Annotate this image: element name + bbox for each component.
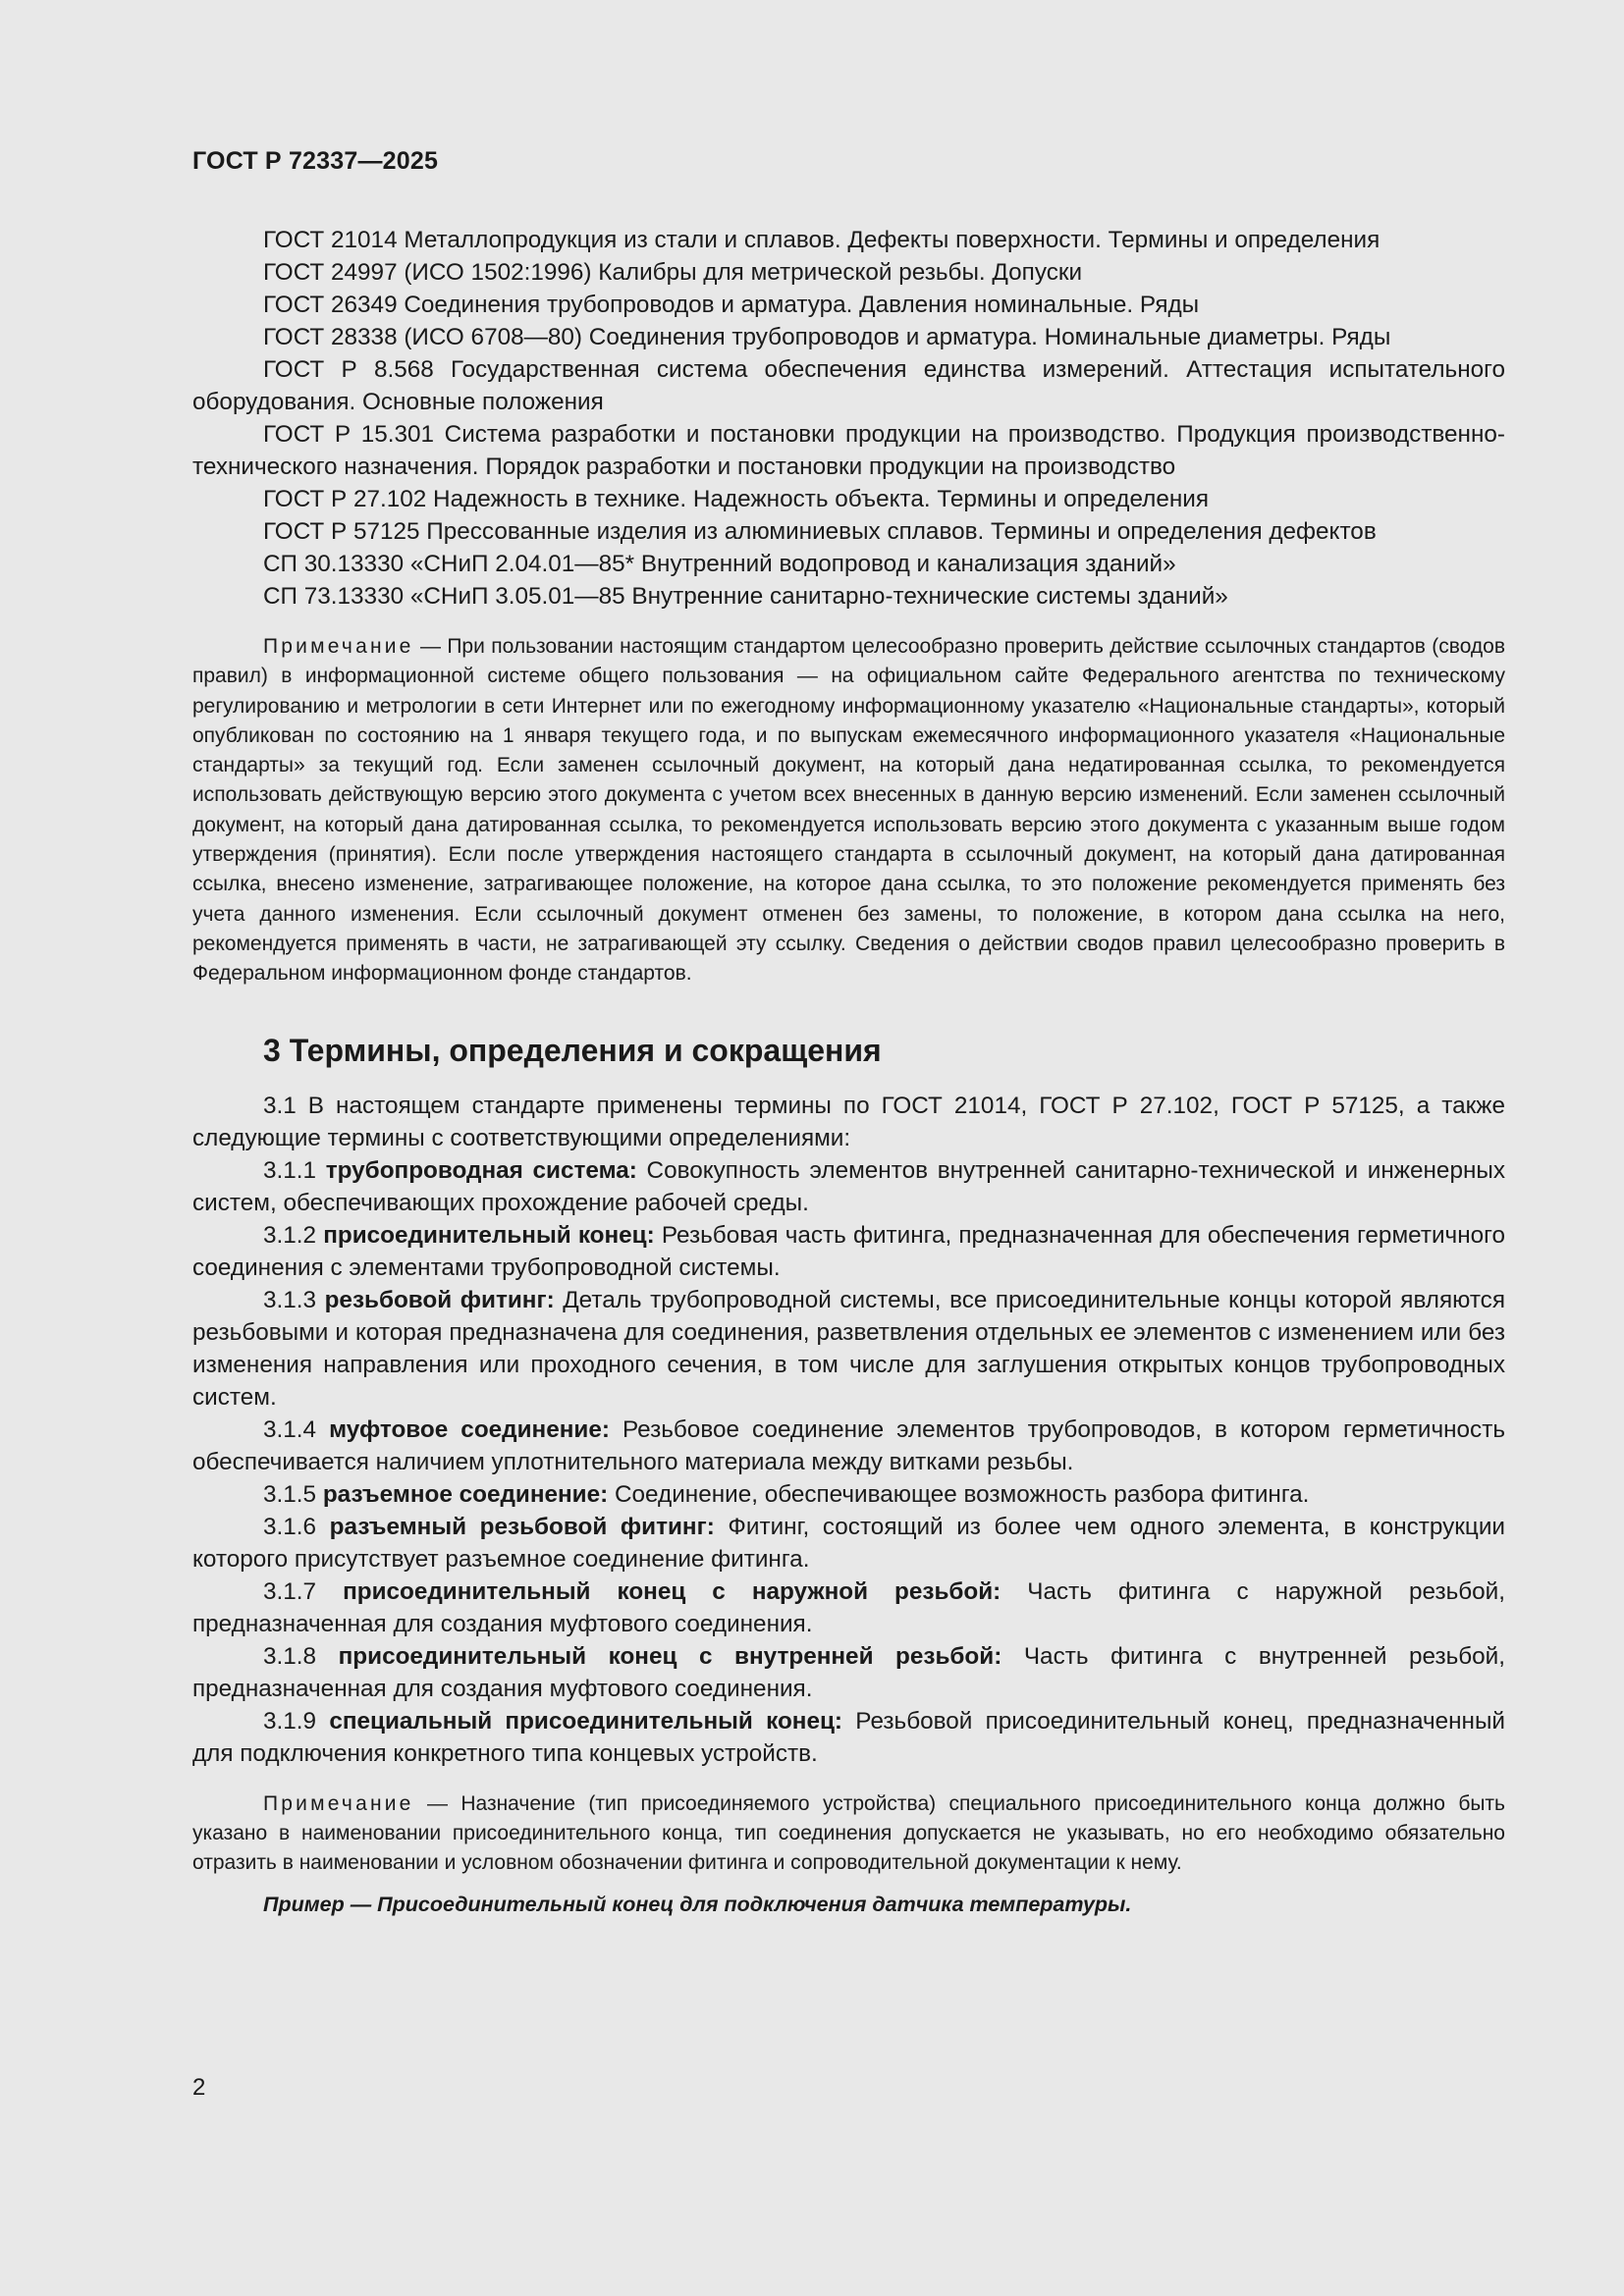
term-entry bbox=[192, 1575, 1505, 1640]
term-name: присоединительный конец с внутренней резьбой: bbox=[338, 1642, 1002, 1670]
term-definition: Резьбовое соединение элементов трубопроводов, в котором герметичность обеспечивается наличием уплотнительного материала между витками резьбы. bbox=[192, 1415, 1505, 1475]
term-number: 3.1.4 bbox=[263, 1415, 317, 1443]
note-text: — Назначение (тип присоединяемого устройства) специального присоединительного конца должно быть указано в наименовании присоединительного конца, тип соединения допускается не указывать, но его необходимо обязательно отразить в наименовании и условном обозначении фитинга и сопроводительной документации к нему. bbox=[192, 1791, 1505, 1875]
term-entry bbox=[192, 1705, 1505, 1770]
terms-list bbox=[192, 1090, 1505, 1770]
term-name: трубопроводная система: bbox=[325, 1156, 637, 1184]
reference-item: ГОСТ Р 57125 Прессованные изделия из алюминиевых сплавов. Термины и определения дефектов bbox=[263, 518, 1377, 545]
term-name: специальный присоединительный конец: bbox=[329, 1707, 843, 1735]
terms-intro: 3.1 В настоящем стандарте применены термины по ГОСТ 21014, ГОСТ Р 27.102, ГОСТ Р 57125, а также следующие термины с соответствующими определениями: bbox=[192, 1092, 1505, 1151]
note-label: Примечание bbox=[263, 1791, 414, 1815]
term-name: разъемное соединение: bbox=[322, 1480, 609, 1508]
section-heading: 3 Термины, определения и сокращения bbox=[263, 1032, 882, 1068]
term-number: 3.1.3 bbox=[263, 1286, 317, 1313]
term-number: 3.1.6 bbox=[263, 1513, 317, 1540]
reference-item: ГОСТ 21014 Металлопродукция из стали и сплавов. Дефекты поверхности. Термины и определения bbox=[263, 227, 1380, 253]
term-entry bbox=[192, 1511, 1505, 1575]
reference-item: ГОСТ Р 8.568 Государственная система обеспечения единства измерений. Аттестация испытательного оборудования. Основные положения bbox=[192, 356, 1505, 415]
document-header: ГОСТ Р 72337—2025 bbox=[192, 147, 439, 175]
term-definition: Фитинг, состоящий из более чем одного элемента, в конструкции которого присутствует разъемное соединение фитинга. bbox=[192, 1513, 1505, 1573]
term-name: разъемный резьбовой фитинг: bbox=[329, 1513, 715, 1540]
term-number: 3.1.1 bbox=[263, 1156, 317, 1184]
note-text: — При пользовании настоящим стандартом целесообразно проверить действие ссылочных стандартов (сводов правил) в информационной системе общего пользования — на официальном сайте Федерального агентства по техническому регулированию и метрологии в сети Интернет или по ежегодному информационному указателю «Национальные стандарты», который опубликован по состоянию на 1 января текущего года, и по выпускам ежемесячного информационного указателя «Национальные стандарты» за текущий год. Если заменен ссылочный документ, на который дана недатированная ссылка, то рекомендуется использовать действующую версию этого документа с учетом всех внесенных в данную версию изменений. Если заменен ссылочный документ, на который дана датированная ссылка, то рекомендуется использовать версию этого документа с указанным выше годом утверждения (принятия). Если после утверждения настоящего стандарта в ссылочный документ, на который дана датированная ссылка, внесено изменение, затрагивающее положение, на которое дана ссылка, то это положение рекомендуется применять без учета данного изменения. Если ссылочный документ отменен без замены, то положение, в котором дана ссылка на него, рекомендуется применять в части, не затрагивающей эту ссылку. Сведения о действии сводов правил целесообразно проверить в Федеральном информационном фонде стандартов. bbox=[192, 635, 1505, 986]
term-definition: Резьбовой присоединительный конец, предназначенный для подключения конкретного типа концевых устройств. bbox=[192, 1707, 1505, 1767]
reference-item: ГОСТ 26349 Соединения трубопроводов и арматура. Давления номинальные. Ряды bbox=[263, 292, 1200, 318]
term-entry bbox=[192, 1154, 1505, 1219]
page-number: 2 bbox=[192, 2074, 206, 2101]
page-content bbox=[192, 224, 1505, 1919]
example-text: Пример — Присоединительный конец для подключения датчика температуры. bbox=[263, 1893, 1132, 1917]
term-name: присоединительный конец: bbox=[323, 1221, 655, 1249]
term-number: 3.1.2 bbox=[263, 1221, 317, 1249]
term-entry bbox=[192, 1284, 1505, 1414]
terms-note bbox=[192, 1789, 1505, 1879]
reference-item: СП 30.13330 «СНиП 2.04.01—85* Внутренний водопровод и канализация зданий» bbox=[263, 551, 1176, 577]
reference-item: ГОСТ Р 27.102 Надежность в технике. Надежность объекта. Термины и определения bbox=[263, 486, 1209, 512]
reference-item: ГОСТ 28338 (ИСО 6708—80) Соединения трубопроводов и арматура. Номинальные диаметры. Ряды bbox=[263, 324, 1391, 350]
normative-references-list bbox=[192, 224, 1505, 613]
term-entry bbox=[192, 1219, 1505, 1284]
term-definition: Часть фитинга с наружной резьбой, предназначенная для создания муфтового соединения. bbox=[192, 1577, 1505, 1637]
references-note bbox=[192, 632, 1505, 989]
term-number: 3.1.8 bbox=[263, 1642, 317, 1670]
term-name: присоединительный конец с наружной резьбой: bbox=[343, 1577, 1001, 1605]
term-name: резьбовой фитинг: bbox=[324, 1286, 555, 1313]
term-number: 3.1.5 bbox=[263, 1480, 317, 1508]
reference-item: ГОСТ 24997 (ИСО 1502:1996) Калибры для метрической резьбы. Допуски bbox=[263, 259, 1083, 286]
term-definition: Соединение, обеспечивающее возможность разбора фитинга. bbox=[608, 1480, 1310, 1508]
reference-item: СП 73.13330 «СНиП 3.05.01—85 Внутренние санитарно-технические системы зданий» bbox=[263, 583, 1228, 610]
term-definition: Часть фитинга с внутренней резьбой, предназначенная для создания муфтового соединения. bbox=[192, 1642, 1505, 1702]
term-entry bbox=[192, 1414, 1505, 1478]
term-entry bbox=[192, 1478, 1505, 1511]
term-number: 3.1.7 bbox=[263, 1577, 317, 1605]
reference-item: ГОСТ Р 15.301 Система разработки и постановки продукции на производство. Продукция производственно-технического назначения. Порядок разработки и постановки продукции на производство bbox=[192, 421, 1505, 480]
term-number: 3.1.9 bbox=[263, 1707, 317, 1735]
note-label: Примечание bbox=[263, 635, 414, 658]
term-definition: Деталь трубопроводной системы, все присоединительные концы которой являются резьбовыми и которая предназначена для соединения, разветвления отдельных ее элементов с изменением или без изменения направления или проходного сечения, в том числе для заглушения открытых концов трубопроводных систем. bbox=[192, 1286, 1505, 1411]
term-entry bbox=[192, 1640, 1505, 1705]
term-definition: Совокупность элементов внутренней санитарно-технической и инженерных систем, обеспечивающих прохождение рабочей среды. bbox=[192, 1156, 1505, 1216]
term-definition: Резьбовая часть фитинга, предназначенная для обеспечения герметичного соединения с элементами трубопроводной системы. bbox=[192, 1221, 1505, 1281]
term-name: муфтовое соединение: bbox=[329, 1415, 610, 1443]
